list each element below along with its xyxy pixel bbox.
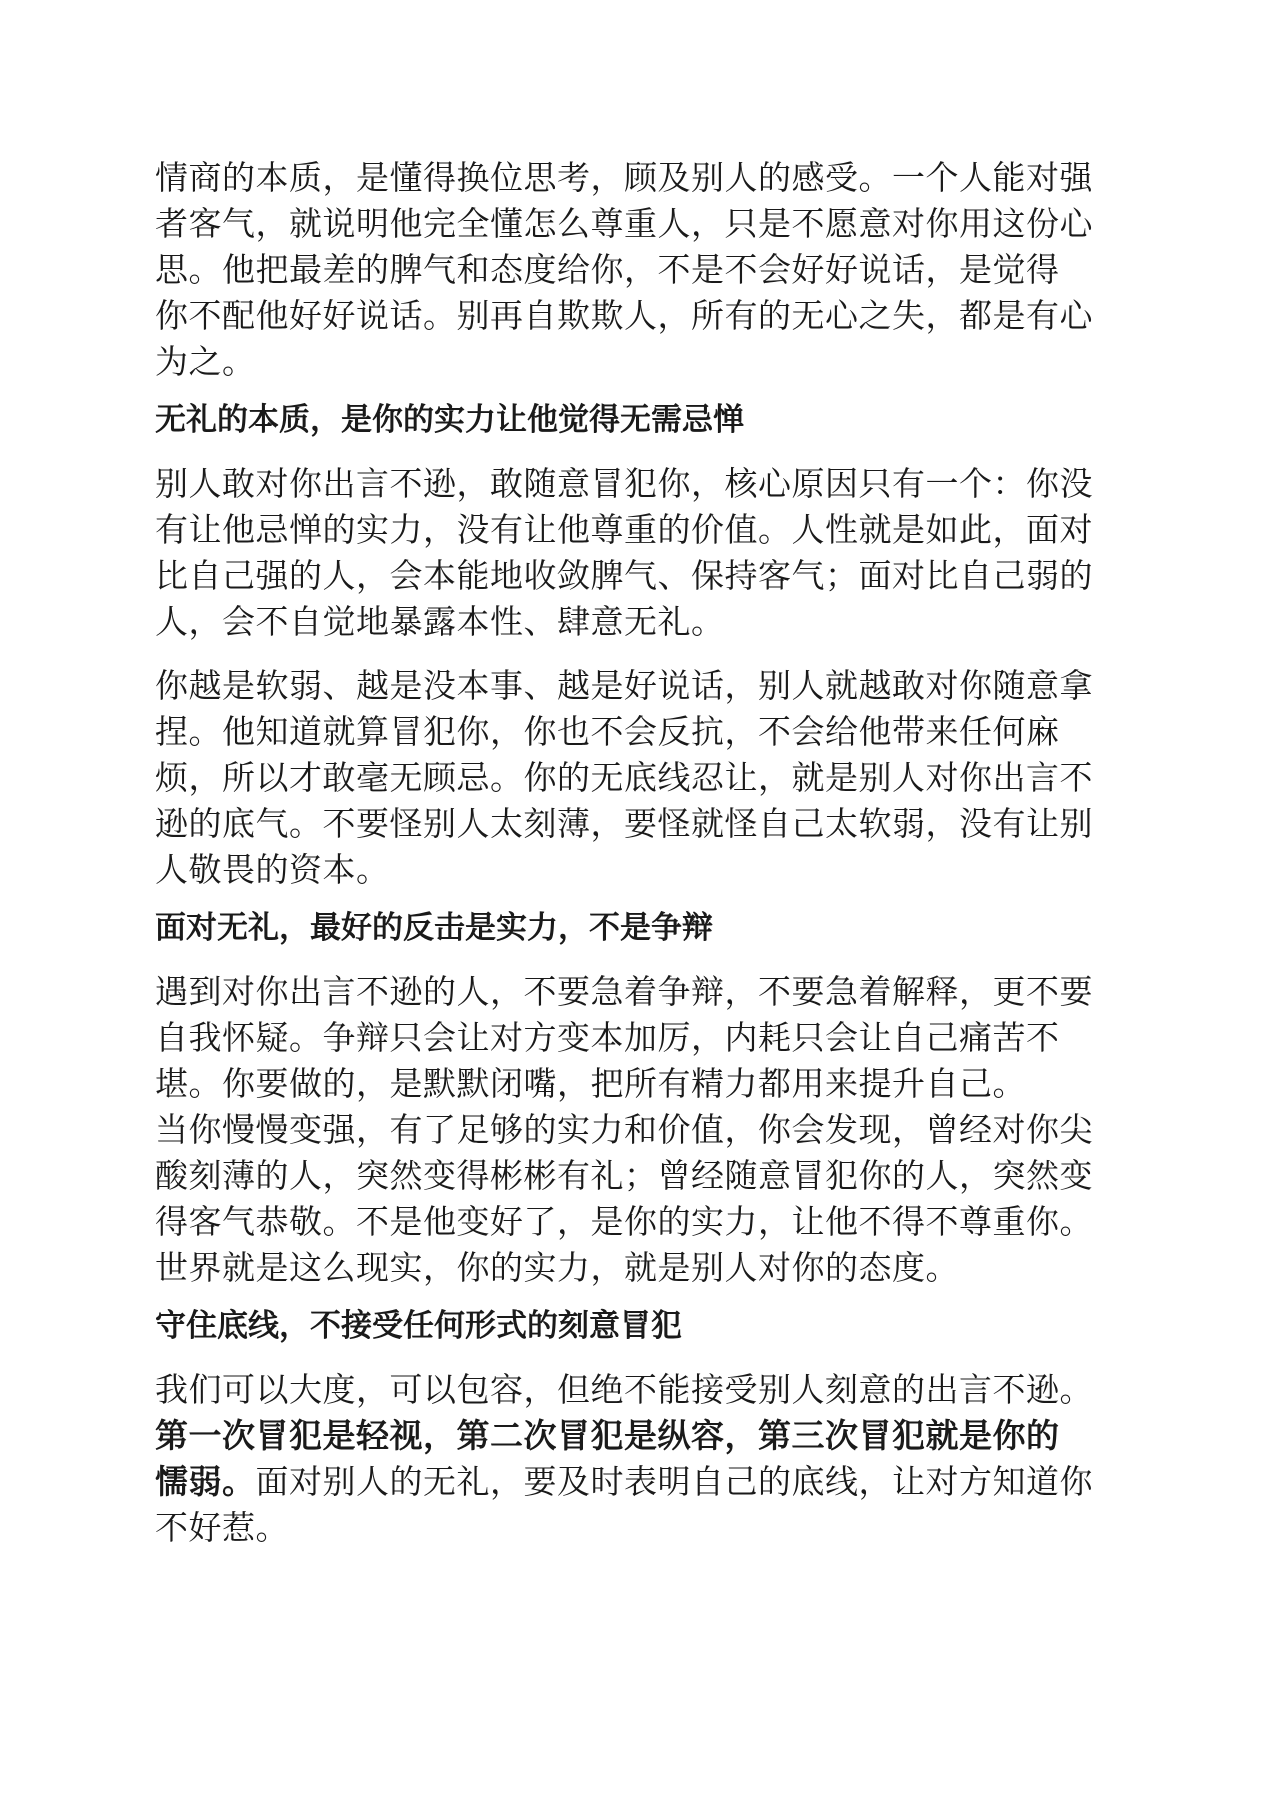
document-page bbox=[155, 155, 1115, 1551]
text-line: 人敬畏的资本。 bbox=[155, 850, 390, 889]
text-line: 逊的底气。不要怪别人太刻薄，要怪就怪自己太软弱，没有让别 bbox=[155, 804, 1093, 843]
text-line: 你越是软弱、越是没本事、越是好说话，别人就越敢对你随意拿 bbox=[155, 666, 1093, 705]
text-line: 别人敢对你出言不逊，敢随意冒犯你，核心原因只有一个：你没 bbox=[155, 464, 1093, 503]
text-line: 堪。你要做的，是默默闭嘴，把所有精力都用来提升自己。 bbox=[155, 1064, 1026, 1103]
text-line: 情商的本质，是懂得换位思考，顾及别人的感受。一个人能对强 bbox=[155, 158, 1093, 197]
section-heading: 无礼的本质，是你的实力让他觉得无需忌惮 bbox=[155, 402, 744, 438]
text-line: 烦，所以才敢毫无顾忌。你的无底线忍让，就是别人对你出言不 bbox=[155, 758, 1093, 797]
text-line: 者客气，就说明他完全懂怎么尊重人，只是不愿意对你用这份心 bbox=[155, 204, 1093, 243]
text-line: 自我怀疑。争辩只会让对方变本加厉，内耗只会让自己痛苦不 bbox=[155, 1018, 1060, 1057]
text-line: 酸刻薄的人，突然变得彬彬有礼；曾经随意冒犯你的人，突然变 bbox=[155, 1156, 1093, 1195]
text-line: 捏。他知道就算冒犯你，你也不会反抗，不会给他带来任何麻 bbox=[155, 712, 1060, 751]
mixed-line bbox=[155, 1459, 1115, 1505]
section-heading: 守住底线，不接受任何形式的刻意冒犯 bbox=[155, 1308, 682, 1344]
text-line: 世界就是这么现实，你的实力，就是别人对你的态度。 bbox=[155, 1248, 959, 1287]
text-line: 为之。 bbox=[155, 342, 256, 381]
text-line: 得客气恭敬。不是他变好了，是你的实力，让他不得不尊重你。 bbox=[155, 1202, 1093, 1241]
paragraph-intro bbox=[155, 155, 1115, 385]
emphasized-text: 懦弱。 bbox=[155, 1462, 256, 1501]
text-line: 不好惹。 bbox=[155, 1508, 289, 1547]
text-line: 当你慢慢变强，有了足够的实力和价值，你会发现，曾经对你尖 bbox=[155, 1110, 1093, 1149]
text-span: 面对别人的无礼，要及时表明自己的底线，让对方知道你 bbox=[255, 1462, 1093, 1501]
text-line: 你不配他好好说话。别再自欺欺人，所有的无心之失，都是有心 bbox=[155, 296, 1093, 335]
emphasized-line: 第一次冒犯是轻视，第二次冒犯是纵容，第三次冒犯就是你的 bbox=[155, 1416, 1060, 1455]
paragraph bbox=[155, 461, 1115, 645]
text-line: 遇到对你出言不逊的人，不要急着争辩，不要急着解释，更不要 bbox=[155, 972, 1093, 1011]
text-line: 思。他把最差的脾气和态度给你，不是不会好好说话，是觉得 bbox=[155, 250, 1060, 289]
paragraph bbox=[155, 1367, 1115, 1551]
text-line: 有让他忌惮的实力，没有让他尊重的价值。人性就是如此，面对 bbox=[155, 510, 1093, 549]
text-line: 我们可以大度，可以包容，但绝不能接受别人刻意的出言不逊。 bbox=[155, 1370, 1093, 1409]
section-heading: 面对无礼，最好的反击是实力，不是争辩 bbox=[155, 910, 713, 946]
paragraph bbox=[155, 663, 1115, 893]
text-line: 比自己强的人，会本能地收敛脾气、保持客气；面对比自己弱的 bbox=[155, 556, 1093, 595]
text-line: 人，会不自觉地暴露本性、肆意无礼。 bbox=[155, 602, 725, 641]
paragraph bbox=[155, 969, 1115, 1291]
